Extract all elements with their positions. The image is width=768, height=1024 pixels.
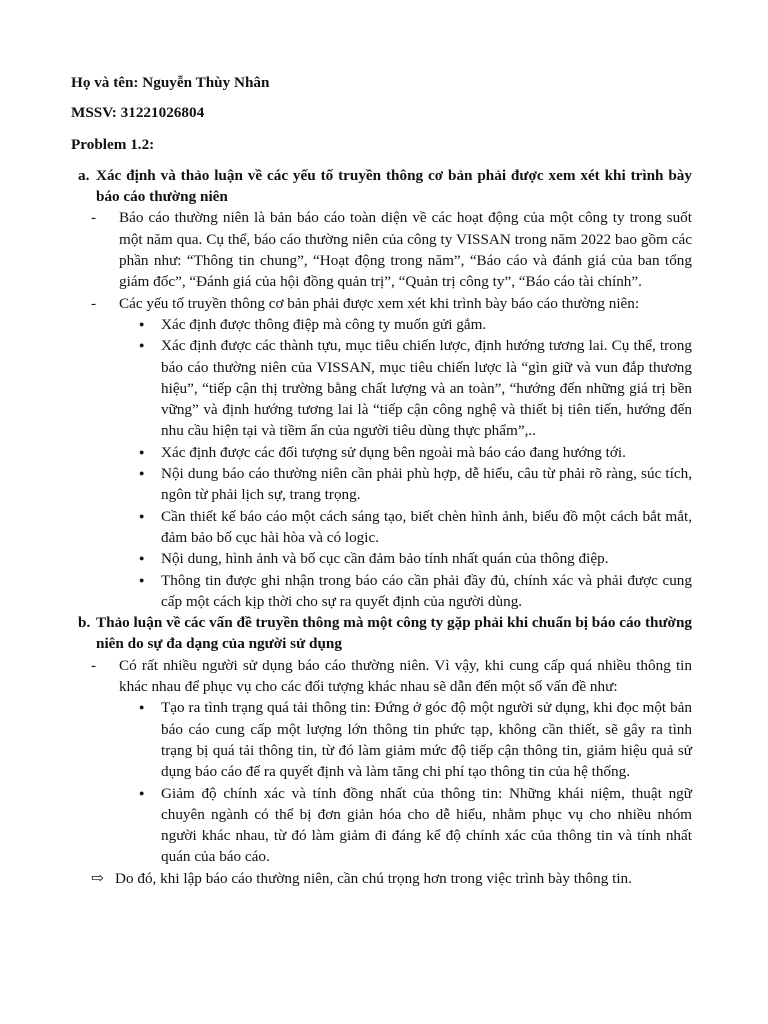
list-item-text: Xác định được các thành tựu, mục tiêu chiến lược, định hướng tương lai. Cụ thể, trong báo cáo thường niên của VISSAN, mục tiêu chiến lược là “gìn giữ và vun đắp thương hiệu”, “tiếp cận thị trường bằng chất lượng và an toàn”, “hướng đến những giá trị bền vững” và định hướng tương lai là “tiếp cận công nghệ và thiết bị tiên tiến, hướng đến nhu cầu hiện tại và tiềm ẩn của người tiêu dùng thực phẩm”,.. (161, 337, 692, 440)
list-item-text: Nội dung, hình ảnh và bố cục cần đảm bảo tính nhất quán của thông điệp. (161, 550, 609, 568)
bullet-icon: ● (139, 468, 145, 479)
section-b-letter: b. (78, 614, 91, 632)
conclusion (71, 868, 692, 889)
dash-marker: - (91, 209, 97, 227)
bullet-icon: ● (139, 553, 145, 564)
section-b-title: Thảo luận về các vấn đề truyền thông mà một công ty gặp phải khi chuẩn bị báo cáo thường niên do sự đa dạng của người sử dụng (96, 614, 693, 653)
student-name: Họ và tên: Nguyễn Thùy Nhân (71, 74, 270, 91)
list-item (71, 314, 692, 335)
list-item-text: Nội dung báo cáo thường niên cần phải phù hợp, dễ hiểu, câu từ phải rõ ràng, súc tích, ngôn từ phải lịch sự, trang trọng. (161, 465, 692, 504)
section-a-paragraph-2 (71, 293, 692, 314)
list-item (71, 783, 692, 868)
paragraph-text: Báo cáo thường niên là bản báo cáo toàn diện về các hoạt động của một công ty trong suốt một năm qua. Cụ thể, báo cáo thường niên của công ty VISSAN trong năm 2022 bao gồm các phần như: “Thông tin chung”, “Hoạt động trong năm”, “Báo cáo và đánh giá của ban tổng giám đốc”, “Đánh giá của hội đồng quản trị”, “Quản trị công ty”, “Báo cáo tài chính”. (119, 209, 692, 291)
bullet-icon: ● (139, 446, 145, 457)
section-a-paragraph-1 (71, 207, 692, 292)
list-item-text: Xác định được thông điệp mà công ty muốn gửi gắm. (161, 315, 487, 333)
conclusion-text: Do đó, khi lập báo cáo thường niên, cần chú trọng hơn trong việc trình bày thông tin. (115, 869, 632, 887)
dash-marker: - (91, 656, 97, 674)
list-item (71, 697, 692, 782)
list-item-text: Xác định được các đối tượng sử dụng bên ngoài mà báo cáo đang hướng tới. (161, 443, 626, 461)
list-item (71, 506, 692, 549)
right-arrow-icon: ⇨ (91, 869, 104, 887)
section-a-bullet-list (71, 314, 692, 612)
list-item-text: Thông tin được ghi nhận trong báo cáo cần phải đầy đủ, chính xác và phải được cung cấp một cách kịp thời cho sự ra quyết định của người dùng. (161, 571, 692, 610)
section-b-paragraph-1 (71, 655, 692, 698)
list-item (71, 570, 692, 613)
list-item-text: Cần thiết kế báo cáo một cách sáng tạo, biết chèn hình ảnh, biểu đồ một cách bắt mắt, đảm bảo bố cục hài hòa và có logic. (161, 507, 692, 546)
dash-marker: - (91, 294, 97, 312)
section-a-heading (71, 165, 692, 208)
list-item (71, 442, 692, 463)
bullet-icon: ● (139, 340, 145, 351)
list-item (71, 548, 692, 569)
bullet-icon: ● (139, 318, 145, 329)
problem-heading: Problem 1.2: (71, 135, 155, 153)
paragraph-text: Có rất nhiều người sử dụng báo cáo thường niên. Vì vậy, khi cung cấp quá nhiều thông tin khác nhau để phục vụ cho các đối tượng khác nhau sẽ dẫn đến một số vấn đề như: (119, 656, 692, 696)
list-item (71, 335, 692, 441)
list-item-text: Tạo ra tình trạng quá tải thông tin: Đứng ở góc độ một người sử dụng, khi đọc một bản báo cáo cung cấp một lượng lớn thông tin phức tạp, không cần thiết, sẽ gây ra tình trạng bị quá tải thông tin, từ đó làm giảm mức độ tiếp cận thông tin, giảm hiệu quả sử dụng báo cáo để ra quyết định và làm tăng chi phí tạo thông tin của hệ thống. (161, 699, 692, 781)
section-a-letter: a. (78, 166, 90, 184)
bullet-icon: ● (139, 702, 145, 713)
list-item (71, 463, 692, 506)
section-b-heading (71, 612, 692, 655)
paragraph-text: Các yếu tố truyền thông cơ bản phải được xem xét khi trình bày báo cáo thường niên: (119, 294, 640, 312)
student-id: MSSV: 31221026804 (71, 104, 205, 122)
bullet-icon: ● (139, 574, 145, 585)
section-a-title: Xác định và thảo luận về các yếu tố truyền thông cơ bản phải được xem xét khi trình bày báo cáo thường niên (96, 166, 692, 206)
section-b-bullet-list (71, 697, 692, 867)
bullet-icon: ● (139, 510, 145, 521)
bullet-icon: ● (139, 787, 145, 798)
list-item-text: Giảm độ chính xác và tính đồng nhất của thông tin: Những khái niệm, thuật ngữ chuyên ngành có thể bị đơn giản hóa cho dễ hiểu, nhằm phục vụ cho nhiều nhóm người khác nhau, từ đó làm giảm đi đáng kể độ chính xác của thông tin và tính nhất quán của báo cáo. (161, 784, 692, 866)
